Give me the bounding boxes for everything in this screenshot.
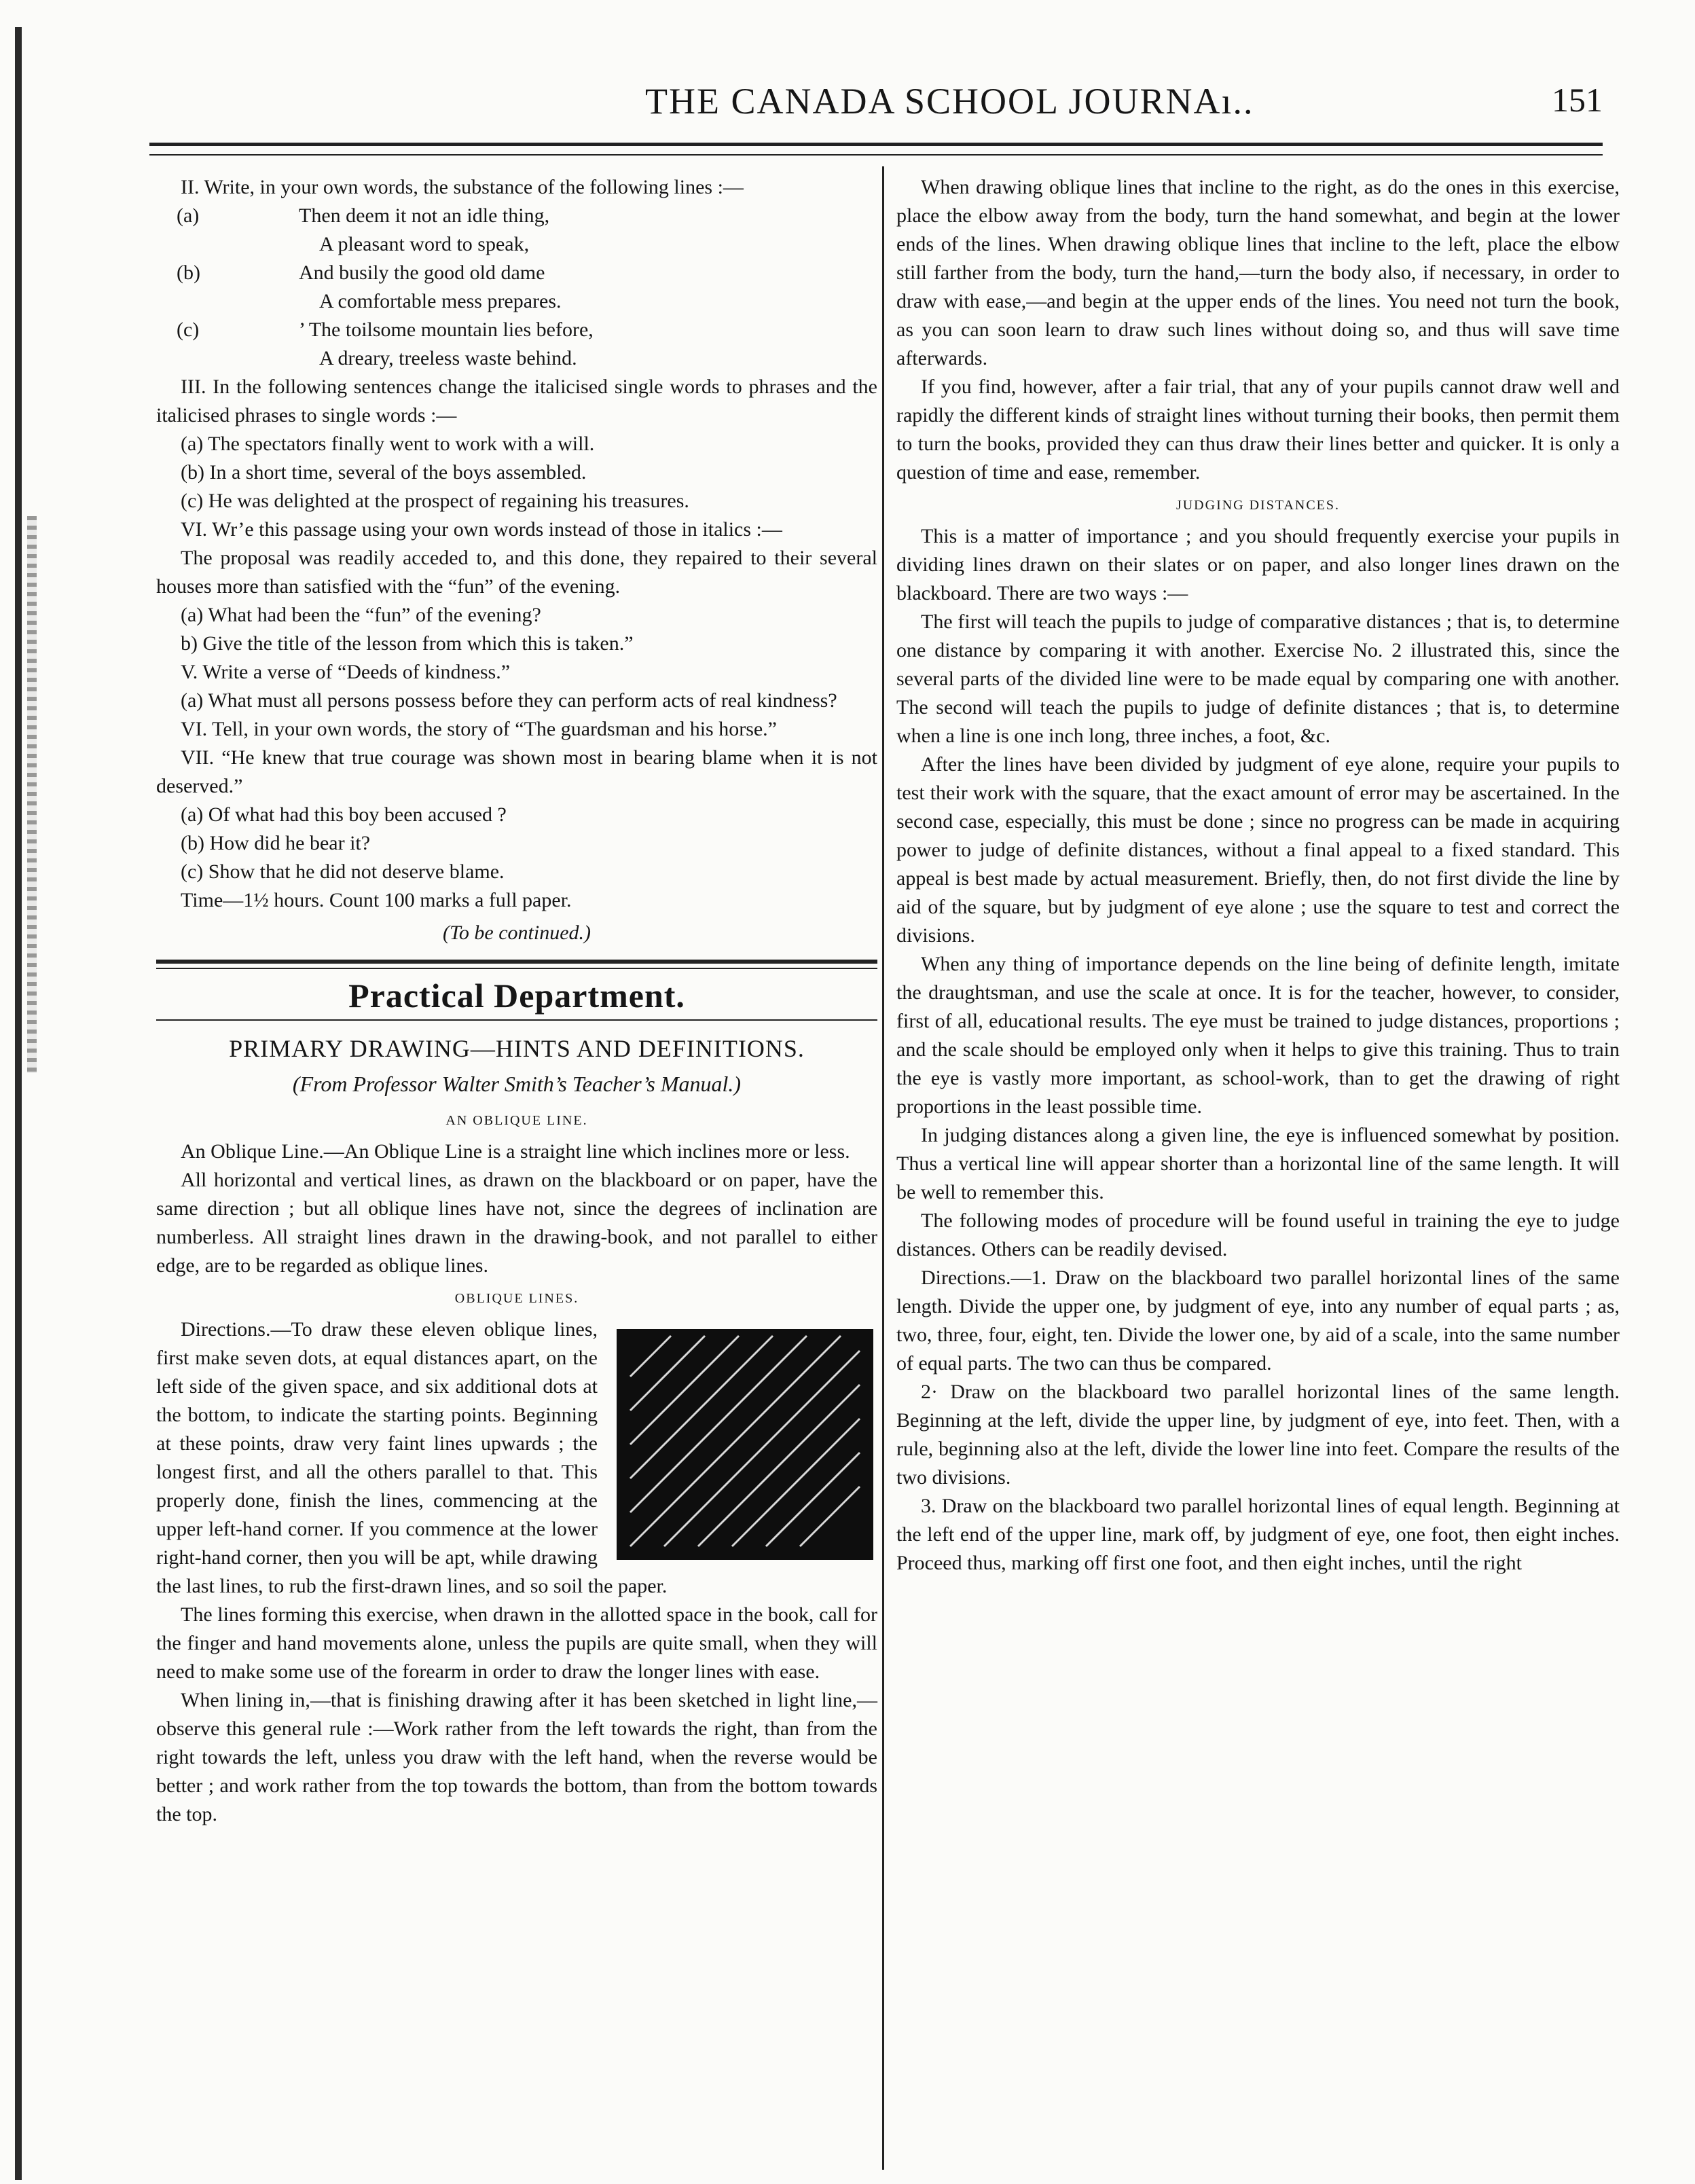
question-7-a: (a) Of what had this boy been accused ? bbox=[181, 803, 507, 826]
question-2: II. Write, in your own words, the substance of the following lines :— bbox=[181, 176, 744, 198]
question-4: VI. Wr’e this passage using your own words instead of those in italics :— bbox=[181, 518, 782, 541]
subheading-oblique-lines: OBLIQUE LINES. bbox=[454, 1291, 579, 1306]
left-column bbox=[156, 173, 877, 1829]
verse-line: Then deem it not an idle thing, bbox=[299, 204, 550, 227]
paragraph: When drawing oblique lines that incline to the right, as do the ones in this exercise, place the elbow away from the body, turn the hand somewhat, and begin at the lower ends of the lines. When drawing oblique lines that incline to the left, place the elbow still farther from the body, turn the hand,—turn the body also, if necessary, in order to draw with ease,—and begin at the upper ends of the lines. You need not turn the book, as you can soon learn to draw such lines without doing so, and thus will save time afterwards. bbox=[896, 176, 1620, 369]
question-4-b: b) Give the title of the lesson from which this is taken.” bbox=[181, 632, 634, 655]
directions-2: 2· Draw on the blackboard two parallel horizontal lines of the same length. Beginning at the left, divide the upper line, by judgment of eye, into feet. Then, with a rule, beginning also at the left, divide the lower line into feet. Compare the results of the two divisions. bbox=[896, 1381, 1620, 1489]
question-7-b: (b) How did he bear it? bbox=[181, 832, 371, 854]
paragraph: In judging distances along a given line, the eye is influenced somewhat by position. Thus a vertical line will appear shorter than a horizontal line of the same length. It will be well to remember this. bbox=[896, 1124, 1620, 1203]
verse-line: A comfortable mess prepares. bbox=[319, 290, 562, 312]
verse-line: And busily the good old dame bbox=[299, 261, 545, 284]
verse-a bbox=[156, 202, 877, 259]
question-3: III. In the following sentences change the italicised single words to phrases and the italicised phrases to single words :— bbox=[156, 376, 877, 426]
verse-label: (c) bbox=[177, 318, 200, 341]
question-7-c: (c) Show that he did not deserve blame. bbox=[181, 860, 505, 883]
article-source: (From Professor Walter Smith’s Teacher’s Manual.) bbox=[292, 1072, 742, 1096]
paragraph: When any thing of importance depends on the line being of definite length, imitate the draughtsman, and use the scale at once. It is for the teacher, however, to consider, first of all, educational results. The eye must be trained to judge distances, proportions ; and the scale should be employed only when it helps to give this training. Thus to train the eye is vastly more important, as school-work, than to get the drawing of right proportions in the least possible time. bbox=[896, 953, 1620, 1118]
question-4-a: (a) What had been the “fun” of the evening? bbox=[181, 604, 541, 626]
page-header bbox=[149, 80, 1603, 128]
section-rule bbox=[156, 960, 877, 969]
question-3-b: (b) In a short time, several of the boys assembled. bbox=[181, 461, 587, 484]
continued-note: (To be continued.) bbox=[442, 922, 591, 944]
binding-edge bbox=[15, 27, 22, 2180]
question-6: VI. Tell, in your own words, the story of “The guardsman and his horse.” bbox=[181, 718, 777, 740]
question-3-c: (c) He was delighted at the prospect of regaining his treasures. bbox=[181, 490, 689, 512]
definition: An Oblique Line.—An Oblique Line is a straight line which inclines more or less. bbox=[181, 1140, 850, 1163]
page-number: 151 bbox=[1552, 81, 1603, 119]
subheading-judging-distances: JUDGING DISTANCES. bbox=[1175, 498, 1341, 513]
column-rule bbox=[882, 166, 884, 2170]
subheading-oblique-line: AN OBLIQUE LINE. bbox=[445, 1113, 588, 1128]
question-5-a: (a) What must all persons possess before they can perform acts of real kindness? bbox=[181, 689, 837, 712]
question-5: V. Write a verse of “Deeds of kindness.” bbox=[181, 661, 511, 683]
verse-c bbox=[156, 316, 877, 373]
department-heading: Practical Department. bbox=[348, 977, 685, 1015]
verse-label: (b) bbox=[177, 261, 200, 284]
binding-shadow bbox=[27, 516, 37, 1073]
directions: Directions.—To draw these eleven oblique lines, first make seven dots, at equal distances apart, on the left side of the given space, and six additional dots at the bottom, to indicate the starting points. Beginning at these points, draw very faint lines upwards ; the longest first, and all the others parallel to that. This properly done, finish the lines, commencing at the upper left-hand corner. If you commence at the lower right-hand corner, then you will be apt, while drawing the last lines, to rub the first-drawn lines, and so soil the paper. bbox=[156, 1318, 668, 1597]
paragraph: When lining in,—that is finishing drawing after it has been sketched in light line,—observe this general rule :—Work rather from the left towards the right, than from the right towards the left, unless you draw with the left hand, when the reverse would be better ; and work rather from the top towards the bottom, than from the bottom towards the top. bbox=[156, 1689, 877, 1825]
paragraph: The lines forming this exercise, when drawn in the allotted space in the book, call for the finger and hand movements alone, unless the pupils are quite small, when they will need to make some use of the forearm in order to draw the longer lines with ease. bbox=[156, 1603, 877, 1683]
right-column bbox=[896, 173, 1620, 1578]
paragraph: The following modes of procedure will be found useful in training the eye to judge distances. Others can be readily devised. bbox=[896, 1209, 1620, 1260]
question-4-passage: The proposal was readily acceded to, and this done, they repaired to their several houses more than satisfied with the “fun” of the evening. bbox=[156, 547, 877, 598]
paragraph: If you find, however, after a fair trial, that any of your pupils cannot draw well and rapidly the different kinds of straight lines without turning their books, then permit them to turn the books, provided they can thus draw their lines better and quicker. It is only a question of time and ease, remember. bbox=[896, 376, 1620, 484]
oblique-lines-figure bbox=[617, 1329, 873, 1560]
paragraph: This is a matter of importance ; and you should frequently exercise your pupils in dividing lines drawn on their slates or on paper, and also longer lines drawn on the blackboard. There are two ways :— bbox=[896, 525, 1620, 604]
running-title: THE CANADA SCHOOL JOURNAı.. bbox=[645, 81, 1254, 122]
verse-line: A dreary, treeless waste behind. bbox=[319, 347, 577, 369]
question-7: VII. “He knew that true courage was shown most in bearing blame when it is not deserved.” bbox=[156, 746, 877, 797]
paragraph: After the lines have been divided by judgment of eye alone, require your pupils to test their work with the square, that the exact amount of error may be ascertained. In the second case, especially, this must be done ; since no progress can be made in acquiring power to judge of definite distances, without a final appeal to a fixed standard. This appeal is best made by actual measurement. Briefly, then, do not first divide the line by aid of the square, but by judgment of eye alone ; use the square to test and correct the divisions. bbox=[896, 753, 1620, 947]
verse-line: ’ The toilsome mountain lies before, bbox=[299, 318, 594, 341]
verse-label: (a) bbox=[177, 204, 200, 227]
time-note: Time—1½ hours. Count 100 marks a full paper. bbox=[181, 889, 572, 911]
directions-1: Directions.—1. Draw on the blackboard two parallel horizontal lines of the same length. Divide the upper one, by judgment of eye, into any number of equal parts ; as, two, three, four, eight, ten. Divide the lower one, by aid of a scale, into the same number of equal parts. The two can thus be compared. bbox=[896, 1267, 1620, 1375]
verse-line: A pleasant word to speak, bbox=[319, 233, 530, 255]
question-3-a: (a) The spectators finally went to work with a will. bbox=[181, 433, 595, 455]
paragraph: The first will teach the pupils to judge of comparative distances ; that is, to determine one distance by comparing it with another. Exercise No. 2 illustrated this, since the several parts of the divided line were to be made equal by comparing one with another. The second will teach the pupils to judge of definite distances ; that is, to determine when a line is one inch long, three inches, a foot, &c. bbox=[896, 611, 1620, 747]
verse-b bbox=[156, 259, 877, 316]
article-title: PRIMARY DRAWING—HINTS AND DEFINITIONS. bbox=[229, 1035, 805, 1062]
oblique-lines-drawing bbox=[617, 1329, 873, 1560]
heading-rule bbox=[156, 1019, 877, 1021]
directions-3: 3. Draw on the blackboard two parallel horizontal lines of equal length. Beginning at the left end of the upper line, mark off, by judgment of eye, one foot, then eight inches. Proceed thus, marking off first one foot, and then eight inches, until the right bbox=[896, 1495, 1620, 1574]
header-rule bbox=[149, 143, 1603, 156]
paragraph: All horizontal and vertical lines, as drawn on the blackboard or on paper, have the same direction ; but all oblique lines have not, since the degrees of inclination are numberless. All straight lines drawn in the drawing-book, and not parallel to either edge, are to be regarded as oblique lines. bbox=[156, 1169, 877, 1277]
